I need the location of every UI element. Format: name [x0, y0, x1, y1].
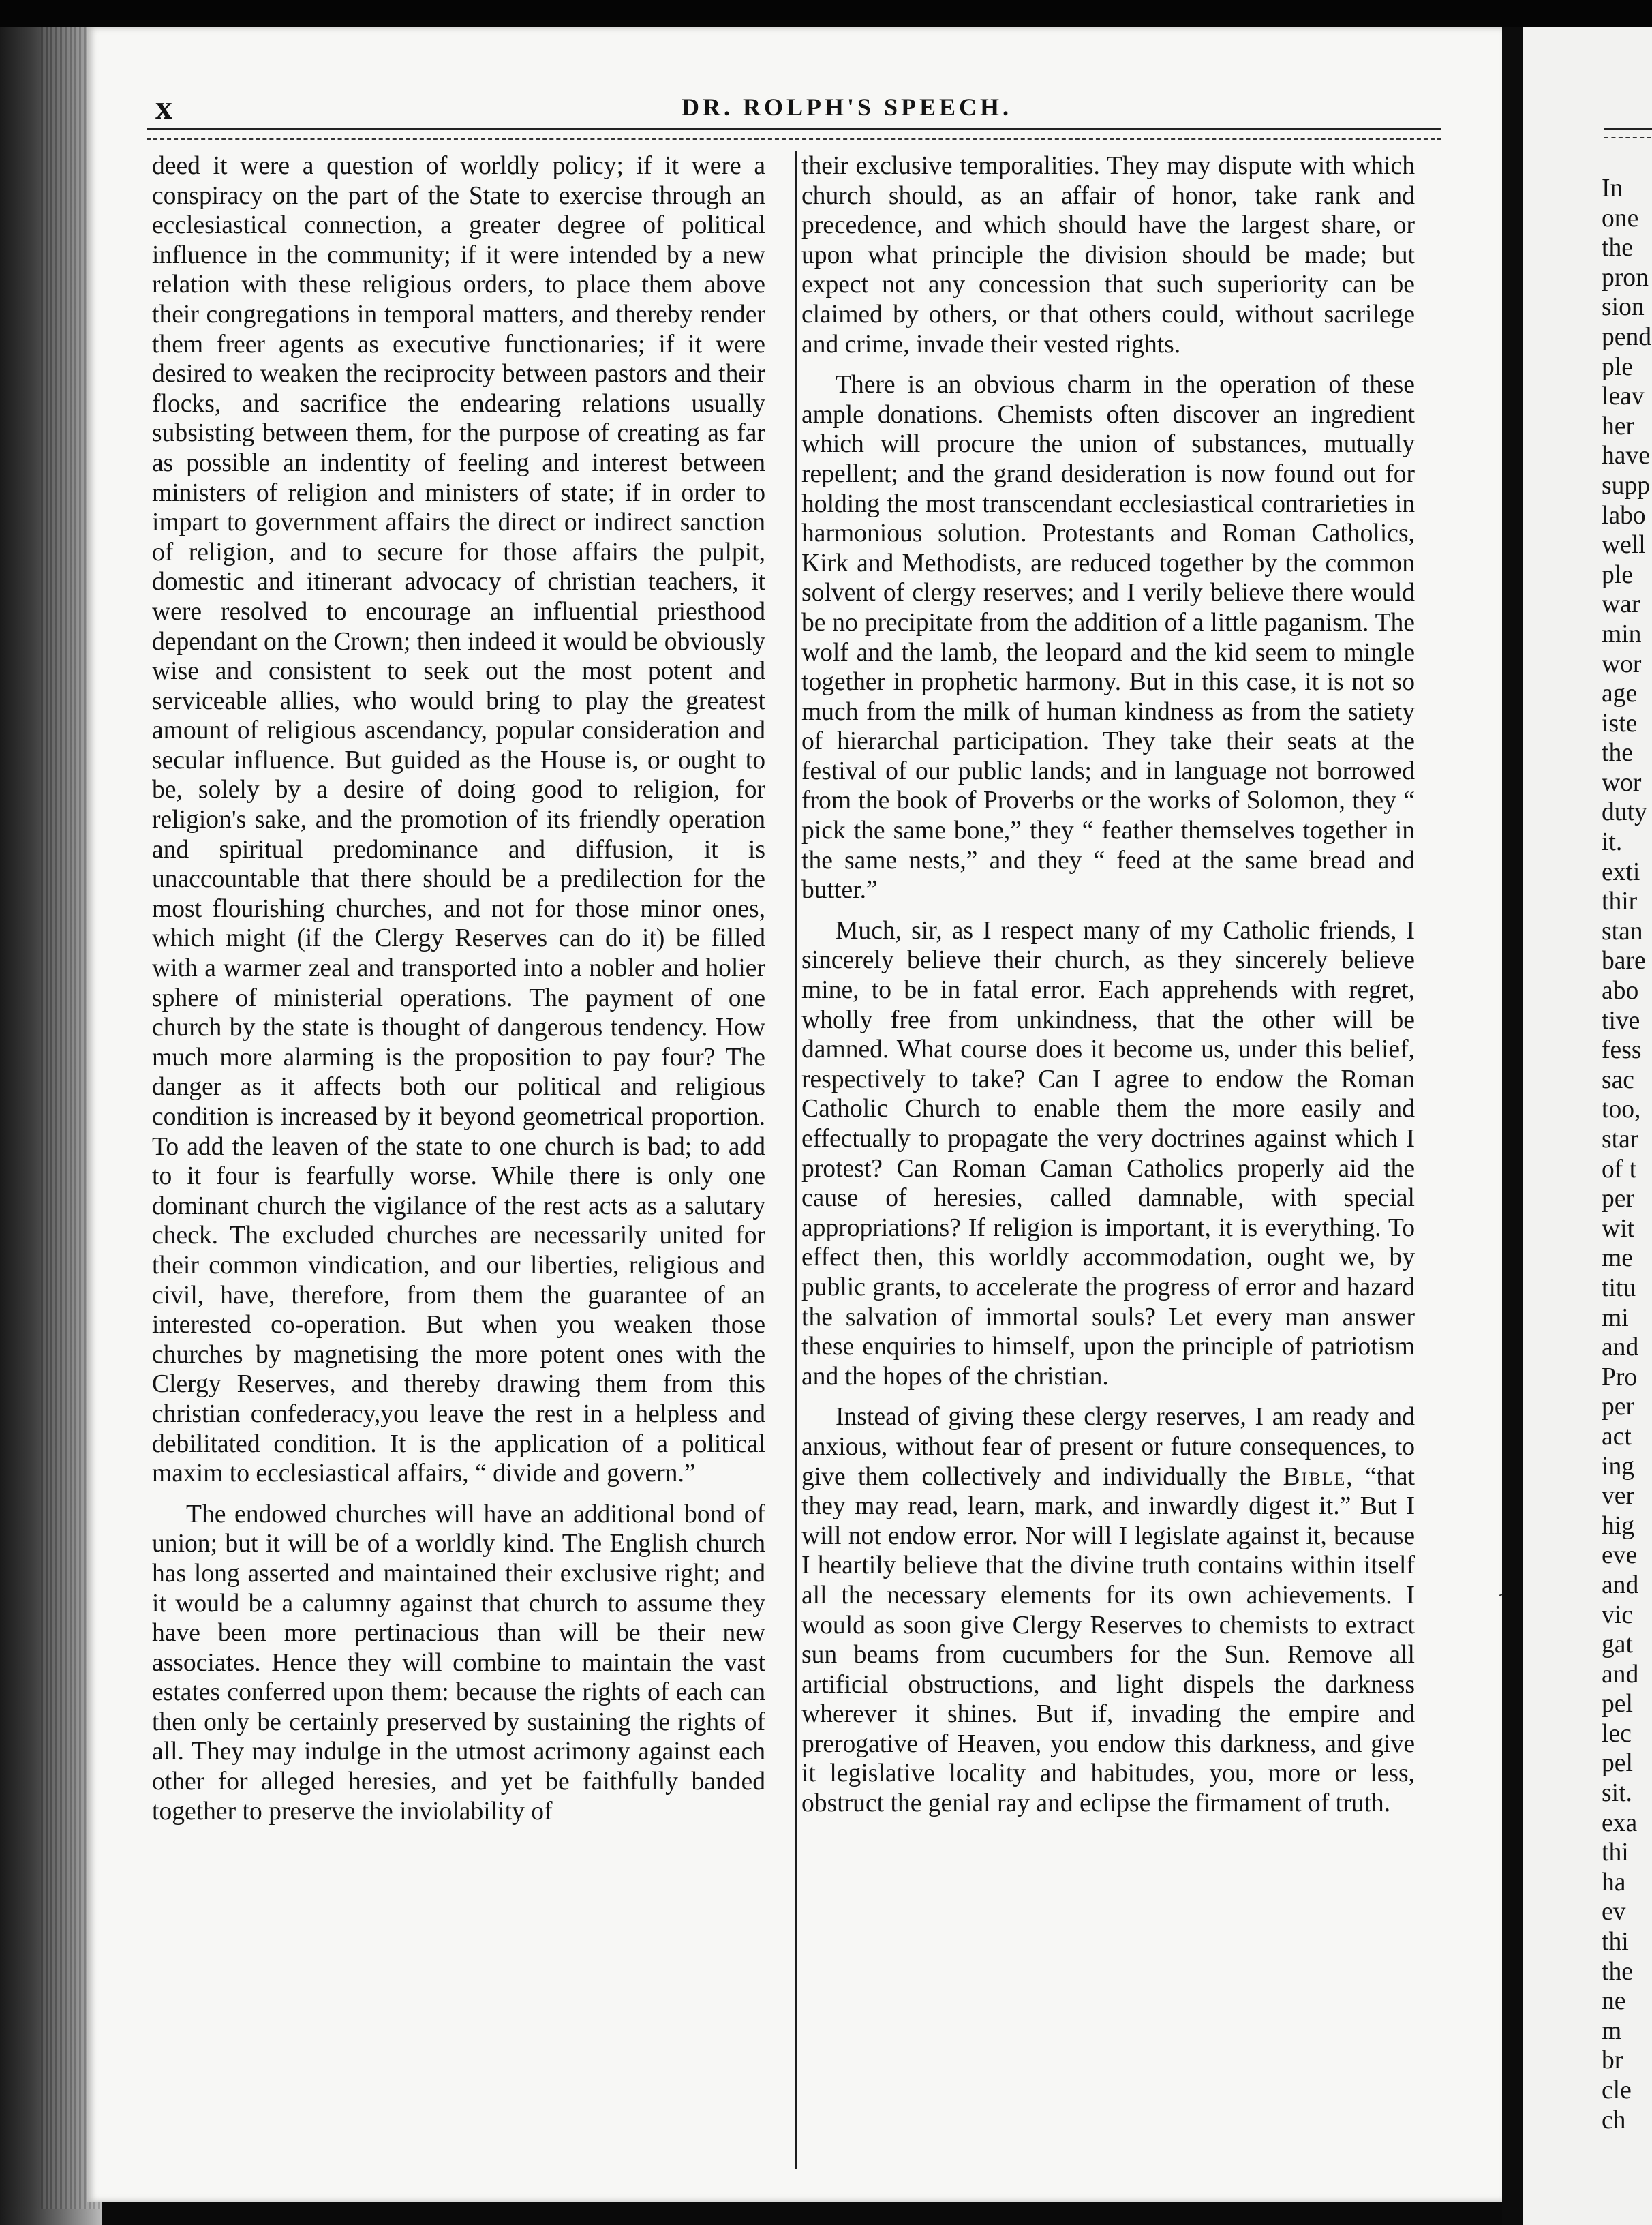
adjacent-line-fragment: lec: [1602, 1719, 1632, 1748]
paragraph-text: Instead of giving these clergy reserves, I am ready and anxious, without fear of present or future consequences, to give them collectively and individually the: [801, 1403, 1415, 1491]
adjacent-line-fragment: ver: [1602, 1482, 1634, 1511]
adjacent-line-fragment: leav: [1602, 382, 1645, 411]
adjacent-line-fragment: thir: [1602, 888, 1638, 916]
page-gutter: [1502, 27, 1523, 2225]
adjacent-line-fragment: and: [1602, 1571, 1639, 1599]
adjacent-line-fragment: of t: [1602, 1155, 1637, 1183]
adjacent-line-fragment: ple: [1602, 352, 1633, 381]
adjacent-line-fragment: her: [1602, 412, 1634, 440]
adjacent-line-fragment: eve: [1602, 1541, 1638, 1570]
adjacent-line-fragment: vic: [1602, 1601, 1633, 1629]
adjacent-line-fragment: stan: [1602, 917, 1643, 945]
adjacent-line-fragment: too,: [1602, 1095, 1641, 1124]
adjacent-line-fragment: hig: [1602, 1511, 1635, 1540]
adjacent-line-fragment: me: [1602, 1244, 1633, 1273]
adjacent-line-fragment: min: [1602, 620, 1642, 648]
adjacent-line-fragment: ne: [1602, 1987, 1626, 2016]
paragraph-text: , “that they may read, learn, mark, and inwardly digest it.” But I will not endow error. Nor will I legislate against it, because I heartily believe that the divine truth contains within itself all the necessary elements for its own achievements. I would as soon give Clergy Reserves to chemists to extract sun beams from cucumbers for the Sun. Remove all artificial obstructions, and light dispels the darkness wherever it shines. But if, invading the empire and prerogative of Heaven, you endow this darkness, and give it legislative locality and habitudes, you, more or less, obstruct the genial ray and eclipse the firmament of truth.: [801, 1462, 1415, 1818]
adjacent-line-fragment: cle: [1602, 2076, 1632, 2104]
adjacent-line-fragment: wor: [1602, 768, 1642, 797]
adjacent-line-fragment: duty: [1602, 798, 1647, 827]
adjacent-line-fragment: the: [1602, 739, 1633, 768]
adjacent-line-fragment: iste: [1602, 709, 1638, 738]
adjacent-line-fragment: pel: [1602, 1690, 1633, 1719]
running-title: DR. ROLPH'S SPEECH.: [682, 93, 1013, 121]
adjacent-line-fragment: titu: [1602, 1273, 1636, 1302]
adjacent-line-fragment: and: [1602, 1333, 1639, 1362]
adjacent-line-fragment: it.: [1602, 828, 1623, 857]
adjacent-line-fragment: Pro: [1602, 1363, 1638, 1391]
adjacent-header-rule: [1604, 128, 1652, 138]
adjacent-line-fragment: bare: [1602, 947, 1646, 975]
adjacent-page: [1523, 27, 1652, 2225]
header-rule: [147, 128, 1441, 140]
emphasis-bible: Bible: [1283, 1462, 1347, 1491]
adjacent-line-fragment: supp: [1602, 471, 1650, 500]
adjacent-line-fragment: In: [1602, 175, 1623, 202]
adjacent-line-fragment: ha: [1602, 1868, 1626, 1896]
column-divider: [795, 151, 797, 2169]
paragraph: There is an obvious charm in the operation of these ample donations. Chemists often discover an ingredient which will procure the union of substances, mutually repellent; and the grand desideration is now found out for holding the most transcendant ecclesiastical contrarieties in harmonious solution. Protestants and Roman Catholics, Kirk and Methodists, are reduced together by the common solvent of clergy reserves; and I verily believe there would be no precipitate from the addition of a little paganism. The wolf and the lamb, the leopard and the kid seem to mingle together in prophetic harmony. But in this case, it is not so much from the milk of human kindness as from the satiety of hierarchal participation. They take their seats at the festival of our public lands; and in language not borrowed from the book of Proverbs or the works of Solomon, they “ pick the same bone,” they “ feather themselves together in the same nests,” and they “ feed at the same bread and butter.”: [801, 371, 1415, 905]
scan-top-border: [0, 0, 1652, 27]
adjacent-line-fragment: wor: [1602, 650, 1642, 678]
adjacent-line-fragment: mi: [1602, 1303, 1629, 1332]
paragraph: their exclusive temporalities. They may dispute with which church should, as an affair of honor, take rank and precedence, and which should have the largest share, or upon what principle the division should be made; but expect not any concession that such superiority can be claimed by others, or that others could, without sacrilege and crime, invade their vested rights.: [801, 152, 1415, 359]
adjacent-line-fragment: abo: [1602, 977, 1639, 1005]
left-column: [152, 151, 765, 2190]
adjacent-line-fragment: thi: [1602, 1928, 1629, 1956]
adjacent-line-fragment: the: [1602, 234, 1633, 262]
adjacent-line-fragment: wit: [1602, 1214, 1635, 1243]
adjacent-line-fragment: fess: [1602, 1036, 1642, 1065]
paragraph: deed it were a question of worldly policy; if it were a conspiracy on the part of the State to exercise through an ecclesiastical connection, a greater degree of political influence in the community; if it were intended by a new relation with these religious orders, to place them above their congregations in temporal matters, and thereby render them freer agents as executive functionaries; if it were desired to weaken the reciprocity between pastors and their flocks, and sacrifice the endearing relations usually subsisting between them, for the purpose of creating as far as possible an indentity of feeling and interest between ministers of religion and ministers of state; if in order to impart to government affairs the direct or indirect sanction of religion, and to secure for those affairs the pulpit, domestic and itinerant advocacy of christian teachers, it were resolved to encourage an influential priesthood dependant on the Crown; then indeed it would be obviously wise and consistent to seek out the most potent and serviceable allies, who would bring to play the greatest amount of religious ascendancy, popular consideration and secular influence. But guided as the House is, or ought to be, solely by a desire of doing good to religion, for religion's sake, and the promotion of its friendly operation and spiritual predominance and diffusion, it is unaccountable that there should be a predilection for the most flourishing churches, and not for those minor ones, which might (if the Clergy Reserves can do it) be filled with a warmer zeal and transported into a nobler and holier sphere of ministerial operations. The payment of one church by the state is thought of dangerous tendency. How much more alarming is the proposition to pay four? The danger as it affects both our political and religious condition is increased by it beyond geometrical proportion. To add the leaven of the state to one church is bad; to add to it four is fearfully worse. While there is only one dominant church the vigilance of the rest acts as a salutary check. The excluded churches are necessarily united for their common vindication, and our liberties, religious and civil, have, therefore, from them the guarantee of an interested co-operation. But when you weaken those churches by magnetising the more potent ones with the Clergy Reserves, and thereby drawing them from this christian confederacy,you leave the rest in a helpless and debilitated condition. It is the application of a political maxim to ecclesiastical affairs, “ divide and govern.”: [152, 152, 765, 1488]
adjacent-line-fragment: act: [1602, 1422, 1632, 1451]
adjacent-line-fragment: pend: [1602, 322, 1652, 351]
adjacent-line-fragment: and: [1602, 1660, 1639, 1689]
page-number: x: [155, 88, 172, 126]
adjacent-line-fragment: ple: [1602, 560, 1633, 589]
adjacent-line-fragment: well: [1602, 531, 1646, 560]
adjacent-line-fragment: age: [1602, 680, 1638, 708]
adjacent-line-fragment: exti: [1602, 858, 1640, 886]
adjacent-page-text: [1602, 174, 1651, 2135]
adjacent-line-fragment: per: [1602, 1185, 1634, 1213]
adjacent-line-fragment: have: [1602, 442, 1650, 470]
adjacent-line-fragment: pel: [1602, 1749, 1633, 1778]
adjacent-line-fragment: ch: [1602, 2106, 1626, 2134]
adjacent-line-fragment: tive: [1602, 1006, 1640, 1035]
adjacent-line-fragment: the: [1602, 1957, 1633, 1986]
adjacent-line-fragment: one: [1602, 204, 1639, 232]
adjacent-line-fragment: war: [1602, 590, 1640, 619]
adjacent-line-fragment: labo: [1602, 501, 1646, 530]
paragraph: The endowed churches will have an additional bond of union; but it will be of a worldly kind. The English church has long asserted and maintained their exclusive right; and it would be a calumny against that church to assume they have been more pertinacious than will be their new associates. Hence they will combine to maintain the vast estates conferred upon them: because the rights of each can then only be certainly preserved by sustaining the rights of all. They may indulge in the utmost acrimony against each other for alleged heresies, and yet be faithfully banded together to preserve the inviolability of: [152, 1500, 765, 1826]
adjacent-line-fragment: gat: [1602, 1631, 1633, 1659]
adjacent-line-fragment: sion: [1602, 293, 1645, 322]
adjacent-line-fragment: per: [1602, 1393, 1634, 1421]
adjacent-line-fragment: star: [1602, 1125, 1639, 1153]
adjacent-line-fragment: thi: [1602, 1838, 1629, 1867]
adjacent-line-fragment: ing: [1602, 1452, 1635, 1481]
adjacent-line-fragment: br: [1602, 2046, 1623, 2075]
right-column: [801, 151, 1415, 2190]
adjacent-line-fragment: sit.: [1602, 1779, 1632, 1808]
adjacent-line-fragment: exa: [1602, 1808, 1638, 1837]
adjacent-line-fragment: sac: [1602, 1065, 1634, 1094]
paragraph: [801, 1402, 1415, 1818]
adjacent-line-fragment: m: [1602, 2016, 1622, 2045]
adjacent-line-fragment: ev: [1602, 1898, 1626, 1926]
paragraph: Much, sir, as I respect many of my Catholic friends, I sincerely believe their church, as they sincerely believe mine, to be in fatal error. Each apprehends with regret, wholly free from unkindness, that the other will be damned. What course does it become us, under this belief, respectively to take? Can I agree to endow the Roman Catholic Church to enable them the more easily and effectually to propagate the very doctrines against which I protest? Can Roman Caman Catholics properly aid the cause of heresies, called damnable, with special appropriations? If religion is important, it is everything. To effect then, this worldly accommodation, ought we, by public grants, to accelerate the progress of error and hazard the salvation of immortal souls? Let every man answer these enquiries to himself, upon the principle of patriotism and the hopes of the christian.: [801, 916, 1415, 1391]
adjacent-line-fragment: pron: [1602, 263, 1649, 292]
